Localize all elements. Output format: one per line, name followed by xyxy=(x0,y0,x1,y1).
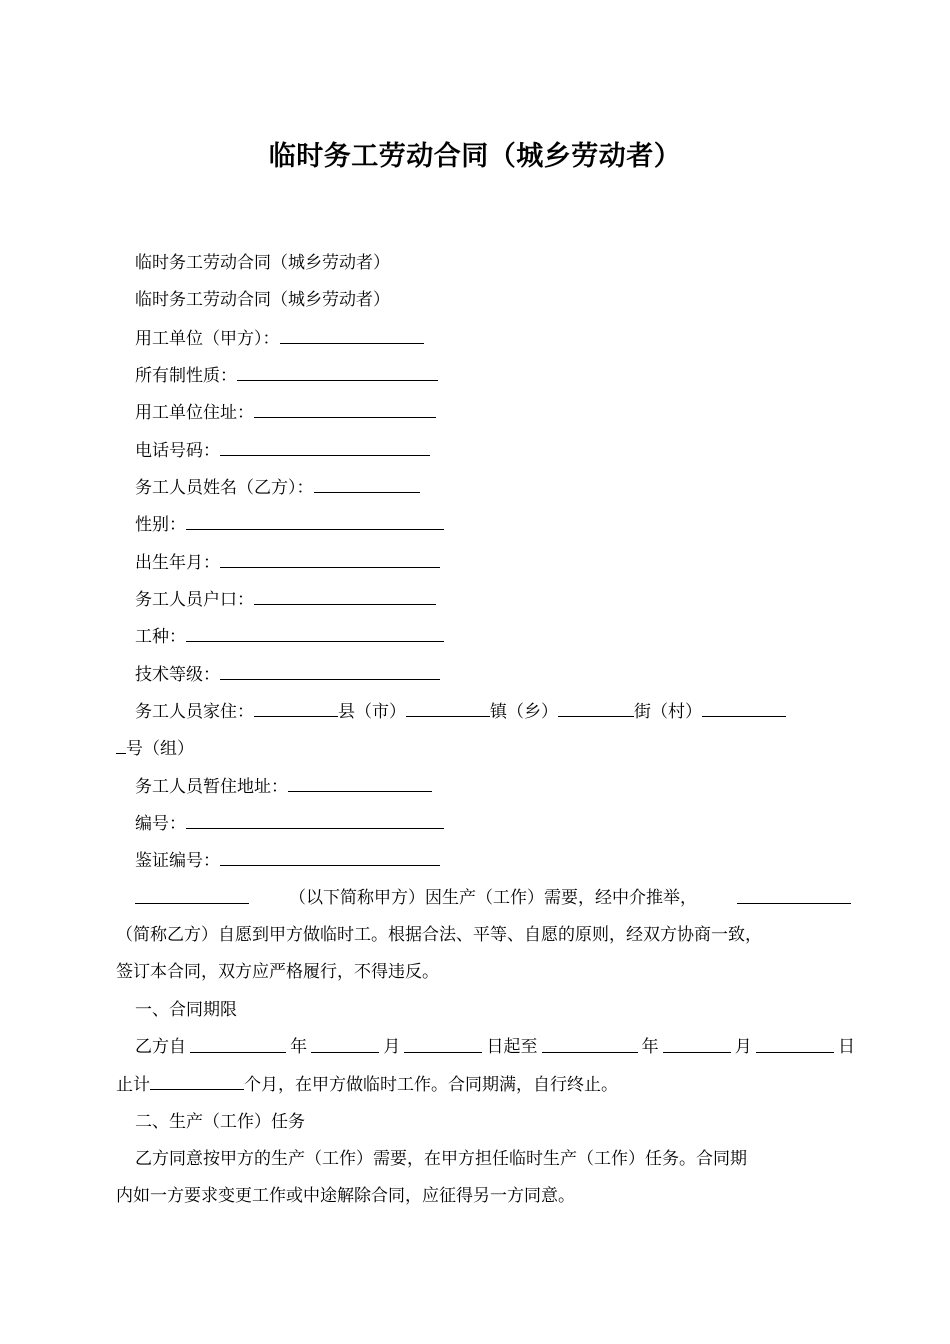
home-address-field xyxy=(116,700,865,723)
year-label: 年 xyxy=(641,1037,659,1057)
blank-line xyxy=(288,775,432,792)
blank-line xyxy=(220,439,430,456)
month-label: 月 xyxy=(383,1037,401,1057)
field-label: 务工人员家住： xyxy=(135,702,254,722)
term-line xyxy=(116,1036,865,1058)
term-line-continued xyxy=(116,1073,846,1096)
field-label: 所有制性质： xyxy=(135,366,237,386)
blank-line xyxy=(186,812,444,829)
paragraph-line: 乙方同意按甲方的生产（工作）需要，在甲方担任临时生产（工作）任务。合同期 xyxy=(135,1149,747,1169)
blank-line xyxy=(542,1036,638,1053)
field-label: 编号： xyxy=(135,814,186,834)
field-label: 性别： xyxy=(135,515,186,535)
blank-line xyxy=(116,737,126,754)
blank-line xyxy=(737,887,851,904)
term-end-text: 个月，在甲方做临时工作。合同期满，自行终止。 xyxy=(244,1075,618,1095)
field-label: 出生年月： xyxy=(135,553,220,573)
term-from-label: 乙方自 xyxy=(135,1037,186,1057)
paragraph-text: （以下简称甲方）因生产（工作）需要，经中介推举， xyxy=(289,888,697,908)
blank-line xyxy=(311,1036,379,1053)
field-label: 工种： xyxy=(135,627,186,647)
temp-address-field xyxy=(116,775,865,798)
hukou-field xyxy=(116,588,865,611)
county-label: 县（市） xyxy=(338,702,406,722)
blank-line xyxy=(186,513,444,530)
field-label: 鉴证编号： xyxy=(135,851,220,871)
street-label: 街（村） xyxy=(634,702,702,722)
blank-line xyxy=(186,625,444,642)
blank-line xyxy=(406,700,490,717)
blank-line xyxy=(702,700,786,717)
year-label: 年 xyxy=(290,1037,308,1057)
subtitle-line: 临时务工劳动合同（城乡劳动者） xyxy=(135,253,390,273)
skill-level-field xyxy=(116,663,865,686)
field-label: 电话号码： xyxy=(135,441,220,461)
subtitle-line: 临时务工劳动合同（城乡劳动者） xyxy=(135,290,390,310)
blank-line xyxy=(663,1036,731,1053)
worker-name-field xyxy=(116,476,865,499)
town-label: 镇（乡） xyxy=(490,702,558,722)
blank-line xyxy=(756,1036,834,1053)
cert-serial-field xyxy=(116,849,865,872)
field-label: 技术等级： xyxy=(135,665,220,685)
phone-field xyxy=(116,439,865,462)
term-total-label: 止计 xyxy=(116,1075,150,1095)
home-address-continued xyxy=(116,737,846,760)
blank-line xyxy=(254,588,436,605)
blank-line xyxy=(190,1036,286,1053)
section-heading: 一、合同期限 xyxy=(135,1000,237,1020)
paragraph-line: （简称乙方）自愿到甲方做临时工。根据合法、平等、自愿的原则，经双方协商一致， xyxy=(116,925,762,945)
blank-line xyxy=(220,551,440,568)
blank-line xyxy=(237,364,438,381)
field-label: 用工单位（甲方）： xyxy=(135,329,280,349)
section-heading: 二、生产（工作）任务 xyxy=(135,1112,305,1132)
field-label: 用工单位住址： xyxy=(135,403,254,423)
paragraph-line: 内如一方要求变更工作或中途解除合同，应征得另一方同意。 xyxy=(116,1186,575,1206)
field-label: 务工人员暂住地址： xyxy=(135,777,288,797)
blank-line xyxy=(558,700,634,717)
field-label: 务工人员户口： xyxy=(135,590,254,610)
blank-line xyxy=(314,476,420,493)
birth-field xyxy=(116,551,865,574)
blank-line xyxy=(220,663,440,680)
blank-line xyxy=(404,1036,482,1053)
blank-line xyxy=(254,700,338,717)
ownership-field xyxy=(116,364,865,387)
serial-field xyxy=(116,812,865,835)
job-type-field xyxy=(116,625,865,648)
paragraph-line xyxy=(116,887,865,909)
gender-field xyxy=(116,513,865,536)
address-field xyxy=(116,401,865,424)
blank-line xyxy=(254,401,436,418)
blank-line xyxy=(220,849,440,866)
number-group-label: 号（组） xyxy=(126,739,194,759)
document-title: 临时务工劳动合同（城乡劳动者） xyxy=(268,141,682,172)
blank-line xyxy=(150,1073,244,1090)
blank-line xyxy=(280,327,424,344)
employer-field xyxy=(116,327,865,350)
paragraph-line: 签订本合同，双方应严格履行，不得违反。 xyxy=(116,962,439,982)
month-label: 月 xyxy=(734,1037,752,1057)
day-label: 日 xyxy=(837,1037,855,1057)
blank-line xyxy=(135,887,249,904)
day-to-label: 日起至 xyxy=(486,1037,538,1057)
field-label: 务工人员姓名（乙方）： xyxy=(135,478,314,498)
